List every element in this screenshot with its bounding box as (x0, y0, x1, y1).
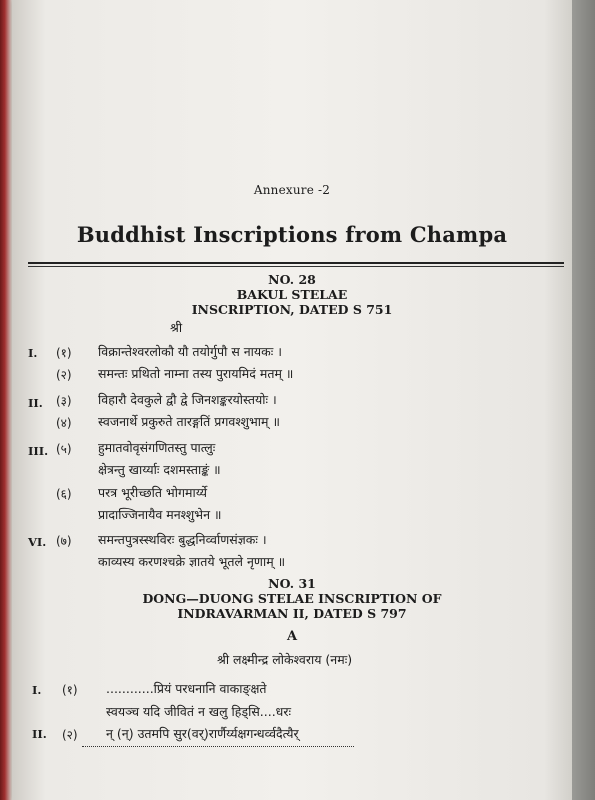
book-page (12, 0, 572, 800)
part-label: A (286, 629, 298, 644)
verse-number: (२) (62, 728, 78, 742)
verse-line: स्वयञ्च यदि जीवितं न खलु हिड्सि....धरः (106, 704, 292, 719)
page-edge-background (572, 0, 595, 800)
inscription-number: NO. 31 (268, 576, 316, 591)
dotted-continuation-line (82, 746, 354, 747)
inscription-title-line1: DONG—DUONG STELAE INSCRIPTION OF (142, 591, 442, 606)
inscription-number: NO. 28 (268, 272, 316, 287)
inscription-title-line1: BAKUL STELAE (236, 287, 348, 302)
verse-line: विक्रान्तेश्वरलोकौ यौ तयोर्गुपौ स नायकः । (98, 344, 283, 359)
verse-line: हुमातवोवृसंगणितस्तु पात्लुः (98, 440, 216, 455)
verse-number: (३) (56, 394, 72, 408)
verse-line: स्वजनार्थे प्रकुरुते तारङ्गतिं प्रगवश्शुभाम् ॥ (98, 414, 280, 429)
verse-marker: I. (28, 346, 38, 360)
inscription-title-line2: INDRAVARMAN II, DATED S 797 (177, 606, 407, 621)
verse-number: (७) (56, 534, 72, 548)
title-rule-thin (28, 266, 564, 267)
verse-line: समन्तः प्रथितो नाम्ना तस्य पुरायमिदं मतम् ॥ (98, 366, 294, 381)
page-title: Buddhist Inscriptions from Champa (76, 222, 508, 247)
verse-line: परत्र भूरीच्छति भोगमार्य्ये (98, 485, 208, 500)
verse-number: (२) (56, 368, 72, 382)
verse-line: प्रादाज्जिनायैव मनश्शुभेन ॥ (98, 507, 222, 522)
title-rule-thick (28, 262, 564, 264)
book-spine (0, 0, 12, 800)
verse-marker: III. (28, 444, 49, 458)
verse-number: (४) (56, 416, 72, 430)
verse-marker: VI. (28, 535, 47, 549)
annexure-label: Annexure -2 (253, 183, 331, 197)
verse-marker: II. (32, 727, 47, 741)
inscription-title-line2: INSCRIPTION, DATED S 751 (191, 302, 393, 317)
verse-number: (१) (62, 683, 78, 697)
verse-line: काव्यस्य करणश्चक्रे ज्ञातये भूतले नृणाम् ॥ (98, 554, 286, 569)
verse-marker: I. (32, 683, 42, 697)
verse-line: समन्तपुत्रस्स्थविरः बुद्धनिर्व्वाणसंज्ञकः । (98, 532, 267, 547)
verse-line: विहारौ देवकुले द्वौ द्वे जिनशङ्करयोस्तयोः । (98, 392, 277, 407)
verse-number: (५) (56, 442, 72, 456)
verse-number: (१) (56, 346, 72, 360)
verse-number: (६) (56, 487, 72, 501)
verse-line: ............प्रियं परधनानि वाकाङ्क्षते (106, 681, 267, 696)
invocation: श्री लक्ष्मीन्द्र लोकेश्वराय (नमः) (217, 652, 353, 667)
invocation: श्री (170, 320, 183, 335)
verse-line: क्षेत्रन्तु खार्य्याः दशमस्ताङ्कं ॥ (98, 462, 221, 477)
verse-line: न् (न्) उतमपि सुर(वर्)रार्णैर्य्यक्षगन्धर्व्वदैत्यैर् (106, 726, 299, 741)
verse-marker: II. (28, 396, 43, 410)
